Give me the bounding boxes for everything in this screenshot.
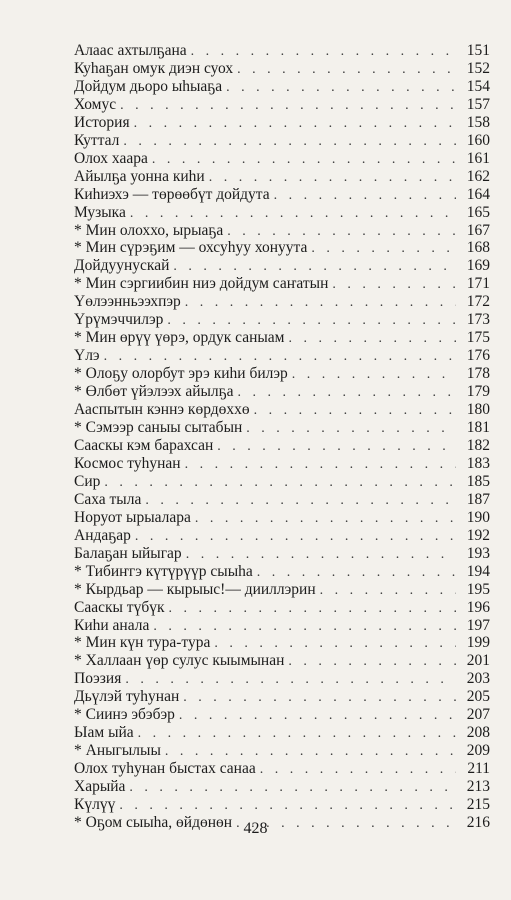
entry-page-number: 205 [466, 688, 490, 706]
toc-entry [74, 437, 490, 455]
entry-title: * Олоҕу олорбут эрэ киһи билэр [74, 365, 288, 383]
entry-title: Саха тыла [74, 490, 142, 508]
entry-page-number: 185 [466, 472, 490, 490]
toc-entry [74, 509, 490, 527]
entry-title: Балаҕан ыйыгар [74, 544, 182, 562]
dot-leader [165, 743, 456, 761]
toc-entry [74, 688, 490, 706]
dot-leader [130, 205, 456, 223]
entry-title: * Кырдьар — кырыыс!— дииллэрин [74, 580, 316, 598]
entry-title: Хомус [74, 95, 117, 113]
dot-leader [227, 223, 456, 241]
toc-entry [74, 419, 490, 437]
entry-title: Сааскы кэм барахсан [74, 436, 214, 454]
entry-page-number: 171 [466, 275, 490, 293]
dot-leader [191, 43, 456, 61]
toc-entry [74, 383, 490, 401]
entry-page-number: 173 [466, 311, 490, 329]
dot-leader [167, 312, 456, 330]
entry-page-number: 168 [466, 239, 490, 257]
dot-leader [217, 438, 456, 456]
dot-leader [292, 366, 456, 384]
dot-leader [129, 779, 456, 797]
toc-entry [74, 60, 490, 78]
entry-title: Куһаҕан омук диэн суох [74, 59, 234, 77]
dot-leader [153, 618, 456, 636]
entry-title: Олох хаара [74, 149, 148, 167]
dot-leader [186, 546, 456, 564]
entry-title: Куттал [74, 131, 120, 149]
entry-title: Космос туһунан [74, 454, 181, 472]
entry-page-number: 196 [466, 598, 490, 616]
entry-title: * Халлаан үөр сулус кыымынан [74, 652, 285, 670]
entry-title: Ыам ыйа [74, 724, 134, 742]
entry-page-number: 162 [466, 167, 490, 185]
entry-title: Андаҕар [74, 526, 131, 544]
entry-title: Алаас ахтылҕана [74, 42, 187, 59]
toc-entry [74, 778, 490, 796]
dot-leader [238, 384, 456, 402]
toc-entry [74, 311, 490, 329]
toc-entry [74, 257, 490, 275]
toc-entry [74, 760, 490, 778]
toc-entry [74, 652, 490, 670]
dot-leader [123, 133, 456, 151]
toc-entry [74, 634, 490, 652]
dot-leader [257, 564, 456, 582]
entry-title: Дойдум дьоро ыһыаҕа [74, 77, 223, 95]
entry-title: Сир [74, 472, 101, 490]
toc-entry [74, 401, 490, 419]
dot-leader [185, 294, 456, 312]
toc-entry [74, 742, 490, 760]
entry-page-number: 165 [466, 203, 490, 221]
entry-title: Дьүлэй туһунан [74, 688, 180, 706]
entry-title: Күлүү [74, 796, 116, 814]
toc-entry [74, 796, 490, 814]
entry-page-number: 157 [466, 95, 490, 113]
entry-page-number: 192 [466, 526, 490, 544]
entry-title: Харыйа [74, 778, 126, 796]
entry-page-number: 193 [466, 544, 490, 562]
dot-leader [288, 653, 456, 671]
dot-leader [134, 115, 456, 133]
entry-page-number: 161 [466, 149, 490, 167]
entry-title: * Сиинэ эбэбэр [74, 706, 175, 724]
dot-leader [274, 187, 456, 205]
toc-entry [74, 42, 490, 60]
toc-entry [74, 617, 490, 635]
entry-title: * Аныгылыы [74, 742, 161, 760]
entry-page-number: 208 [466, 724, 490, 742]
dot-leader [173, 258, 456, 276]
entry-page-number: 158 [466, 113, 490, 131]
entry-page-number: 178 [466, 365, 490, 383]
dot-leader [104, 474, 456, 492]
toc-entry [74, 293, 490, 311]
dot-leader [120, 97, 456, 115]
entry-page-number: 211 [467, 760, 490, 778]
dot-leader [332, 276, 456, 294]
entry-page-number: 179 [466, 383, 490, 401]
entry-title: * Оҕом сыыһа, өйдөнөн [74, 813, 233, 831]
dot-leader [145, 492, 456, 510]
entry-page-number: 215 [466, 796, 490, 814]
toc-entry [74, 473, 490, 491]
entry-page-number: 176 [466, 347, 490, 365]
dot-leader [138, 725, 456, 743]
entry-title: * Мин сэргиибин ниэ дойдум саҥатын [74, 275, 329, 293]
page-number: 428 [243, 820, 268, 837]
entry-title: Айылҕа уонна киһи [74, 167, 205, 185]
dot-leader [135, 528, 456, 546]
entry-title: Олох туһунан быстах санаа [74, 760, 256, 778]
entry-page-number: 181 [466, 419, 490, 437]
dot-leader [254, 402, 456, 420]
entry-title: Норуот ырыалара [74, 508, 191, 526]
entry-page-number: 201 [466, 652, 490, 670]
dot-leader [169, 600, 457, 618]
entry-page-number: 182 [466, 436, 490, 454]
entry-title: * Тибиҥгэ күтүрүүр сыыһа [74, 562, 253, 580]
toc-entry [74, 329, 490, 347]
toc-entry [74, 365, 490, 383]
toc-entry [74, 186, 490, 204]
toc-entry [74, 204, 490, 222]
entry-page-number: 152 [466, 59, 490, 77]
entry-page-number: 167 [466, 221, 490, 239]
toc-entry [74, 527, 490, 545]
entry-title: Дойдуунускай [74, 257, 170, 275]
toc-entry [74, 670, 490, 688]
toc-entry [74, 563, 490, 581]
entry-page-number: 172 [466, 293, 490, 311]
entry-page-number: 164 [466, 185, 490, 203]
entry-page-number: 154 [466, 77, 490, 95]
toc-entry [74, 581, 490, 599]
dot-leader [179, 707, 456, 725]
entry-title: Үөлээнньээхпэр [74, 293, 181, 311]
entry-title: Үрүмэччилэр [74, 311, 164, 329]
entry-title: Ааспытын кэннэ көрдөххө [74, 401, 250, 419]
entry-page-number: 190 [466, 508, 490, 526]
dot-leader [119, 797, 456, 815]
entry-title: * Мин күн тура-тура [74, 634, 211, 652]
dot-leader [104, 348, 456, 366]
entry-title: * Мин сүрэҕим — охсуһуу хонуута [74, 239, 308, 257]
entry-title: Музыка [74, 203, 126, 221]
entry-page-number: 209 [466, 742, 490, 760]
entry-page-number: 160 [466, 131, 490, 149]
toc-entry [74, 455, 490, 473]
dot-leader [320, 582, 456, 600]
toc-entry [74, 239, 490, 257]
dot-leader [152, 151, 456, 169]
entry-page-number: 183 [466, 454, 490, 472]
entry-page-number: 180 [466, 401, 490, 419]
entry-page-number: 195 [466, 580, 490, 598]
toc-entry [74, 96, 490, 114]
dot-leader [183, 689, 456, 707]
dot-leader [226, 79, 456, 97]
dot-leader [246, 420, 456, 438]
entry-page-number: 187 [466, 490, 490, 508]
toc-entry [74, 168, 490, 186]
entry-title: * Мин олоххо, ырыаҕа [74, 221, 224, 239]
toc-entry [74, 132, 490, 150]
table-of-contents [74, 42, 490, 832]
toc-entry [74, 706, 490, 724]
dot-leader [209, 169, 456, 187]
entry-page-number: 203 [466, 670, 490, 688]
entry-title: Үлэ [74, 347, 100, 365]
entry-page-number: 207 [466, 706, 490, 724]
entry-title: Киһи анала [74, 616, 150, 634]
dot-leader [185, 456, 456, 474]
toc-entry [74, 275, 490, 293]
entry-page-number: 194 [466, 562, 490, 580]
entry-title: * Сэмээр саныы сытабын [74, 419, 243, 437]
entry-page-number: 213 [466, 778, 490, 796]
dot-leader [195, 510, 456, 528]
toc-entry [74, 347, 490, 365]
entry-page-number: 197 [466, 616, 490, 634]
dot-leader [214, 635, 456, 653]
toc-entry [74, 491, 490, 509]
entry-title: Киһиэхэ — төрөөбүт дойдута [74, 185, 270, 203]
entry-title: Сааскы түбүк [74, 598, 165, 616]
dot-leader [288, 330, 456, 348]
dot-leader [237, 61, 456, 79]
entry-title: Поэзия [74, 670, 122, 688]
toc-entry [74, 78, 490, 96]
entry-page-number: 175 [466, 329, 490, 347]
entry-title: История [74, 113, 130, 131]
entry-title: * Мин өрүү үөрэ, ордук саныам [74, 329, 285, 347]
entry-page-number: 151 [466, 42, 490, 59]
dot-leader [260, 761, 456, 779]
toc-entry [74, 599, 490, 617]
dot-leader [311, 240, 456, 258]
toc-entry [74, 222, 490, 240]
toc-entry [74, 545, 490, 563]
toc-entry [74, 150, 490, 168]
entry-page-number: 199 [466, 634, 490, 652]
entry-page-number: 216 [466, 813, 490, 831]
toc-entry [74, 724, 490, 742]
toc-entry [74, 114, 490, 132]
entry-page-number: 169 [466, 257, 490, 275]
dot-leader [125, 671, 456, 689]
entry-title: * Өлбөт үйэлээх айылҕа [74, 383, 234, 401]
